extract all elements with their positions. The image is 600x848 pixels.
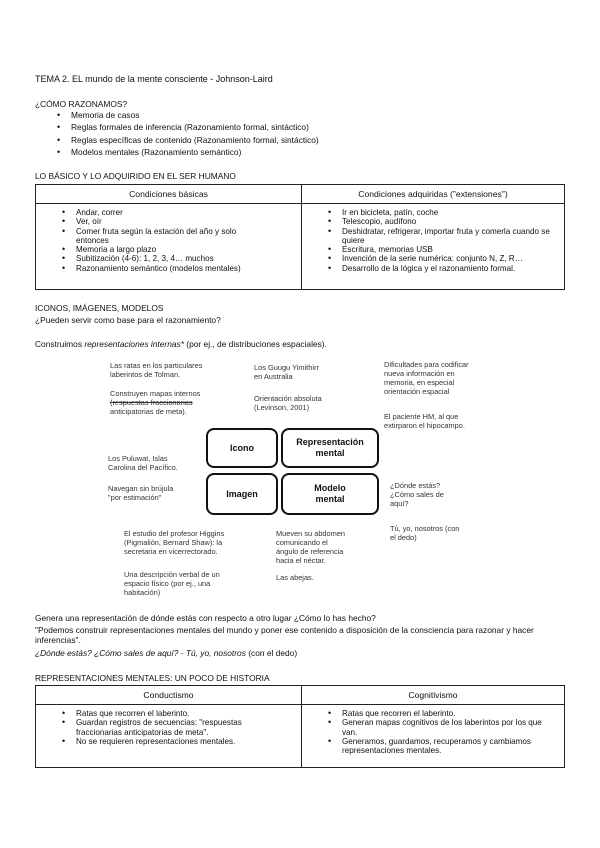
table-cell-conductismo [36,705,302,768]
box-modelo-mental: Modelo mental [281,473,379,515]
note-mapas-internos: Construyen mapas internos (respuestas fraccionarias anticipatorias de meta). [110,389,201,416]
note-descripcion-verbal: Una descripción verbal de un espacio físico (por ej., una habitación) [124,570,220,597]
note-puluwat: Los Puluwat, Islas Carolina del Pacífico. [108,454,178,472]
list-item: • Generan mapas cognitivos de los laberintos por los que van. [322,718,556,737]
list-item: • Memoria a largo plazo [56,245,271,254]
note-higgins: El estudio del profesor Higgins (Pigmalión, Bernard Shaw): la secretaria en vicerrectorado. [124,529,225,556]
iconos-question: ¿Pueden servir como base para el razonamiento? [35,315,221,325]
historia-table [35,685,565,768]
table-header-basicas: Condiciones básicas [36,185,302,204]
table-header-adquiridas: Condiciones adquiridas ("extensiones") [302,185,565,204]
box-representacion-mental: Representación mental [281,428,379,468]
construimos-suffix: (por ej., de distribuciones espaciales). [183,339,327,349]
list-item: • Ratas que recorren el laberinto. [322,709,556,718]
construimos-line [35,339,327,349]
list-item: • Invención de la serie numérica: conjunto N, Z, R… [322,254,556,263]
note-abejas: Mueven su abdomen comunicando el ángulo de referencia hacia el néctar. Las abejas. [276,529,346,582]
genera-representacion-line: Genera una representación de dónde estás con respecto a otro lugar ¿Cómo lo has hecho? [35,613,376,623]
section-heading-iconos: ICONOS, IMÁGENES, MODELOS [35,303,164,313]
list-item: • Modelos mentales (Razonamiento semántico) [51,147,319,157]
list-item: • Andar, correr [56,208,271,217]
note-navegan: Navegan sin brújula "por estimación" [108,484,174,502]
list-item: • Escritura, memorias USB [322,245,556,254]
table-header-conductismo: Conductismo [36,686,302,705]
list-item: • Ir en bicicleta, patín, coche [322,208,556,217]
list-item: • Telescopio, audífono [322,217,556,226]
list-item: • Deshidratar, refrigerar, importar fruta y comerla cuando se quiere [322,227,556,246]
box-imagen: Imagen [206,473,278,515]
list-item: • Ratas que recorren el laberinto. [56,709,287,718]
page-title: TEMA 2. EL mundo de la mente consciente - Johnson-Laird [35,74,273,84]
list-item: • Desarrollo de la lógica y el razonamiento formal. [322,264,556,273]
note-tu-yo-nosotros: Tú, yo, nosotros (con el dedo) [390,524,460,542]
section-heading-historia: REPRESENTACIONES MENTALES: UN POCO DE HISTORIA [35,673,270,683]
list-item: • Reglas específicas de contenido (Razonamiento formal, sintáctico) [51,135,319,145]
section-heading-basico: LO BÁSICO Y LO ADQUIRIDO EN EL SER HUMANO [35,171,236,181]
list-item: • Generamos, guardamos, recuperamos y cambiamos representaciones mentales. [322,737,556,756]
section-heading-razonamos: ¿CÓMO RAZONAMOS? [35,99,128,109]
list-item: • Subitización (4-6): 1, 2, 3, 4… muchos [56,254,271,263]
note-donde-estas: ¿Dónde estás? ¿Cómo sales de aquí? [390,481,444,508]
list-item: • Guardan registros de secuencias: "respuestas fraccionarias anticipatorias de meta". [56,718,287,737]
note-ratas-tolman: Las ratas en los particulares laberintos de Tolman. [110,361,203,379]
basico-adquirido-table [35,184,565,290]
podemos-construir-quote: "Podemos construir representaciones mentales del mundo y poner ese contenido a disposición de la consciencia para razonar y hacer inferencias". [35,625,534,645]
table-cell-adquiridas [302,204,565,290]
list-item: • Memoria de casos [51,110,319,120]
list-item: • Ver, oír [56,217,271,226]
razonamos-list [51,110,319,157]
construimos-prefix: Construimos [35,339,85,349]
list-item: • Reglas formales de inferencia (Razonamiento formal, sintáctico) [51,122,319,132]
note-orientacion-absoluta: Orientación absoluta (Levinson, 2001) [254,394,322,412]
table-header-cognitivismo: Cognitivismo [302,686,565,705]
list-item: • Comer fruta según la estación del año y solo entonces [56,227,271,246]
donde-estas-italic: ¿Dónde estás? ¿Cómo sales de aquí? - Tú, yo, nosotros [35,648,246,658]
note-guugu-yimithirr: Los Guugu Yimithirr en Australia [254,363,319,381]
table-cell-cognitivismo [302,705,565,768]
donde-estas-line [35,648,297,658]
donde-estas-rest: (con el dedo) [245,648,298,658]
note-dificultades: Dificultades para codificar nueva información en memoria, en especial orientación espacial [384,360,469,396]
table-cell-basicas [36,204,302,290]
list-item: • Razonamiento semántico (modelos mentales) [56,264,271,273]
list-item: • No se requieren representaciones mentales. [56,737,287,746]
representaciones-internas-term: representaciones internas* [84,339,184,349]
note-paciente-hm: El paciente HM, al que extirparon el hipocampo. [384,412,465,430]
box-icono: Icono [206,428,278,468]
